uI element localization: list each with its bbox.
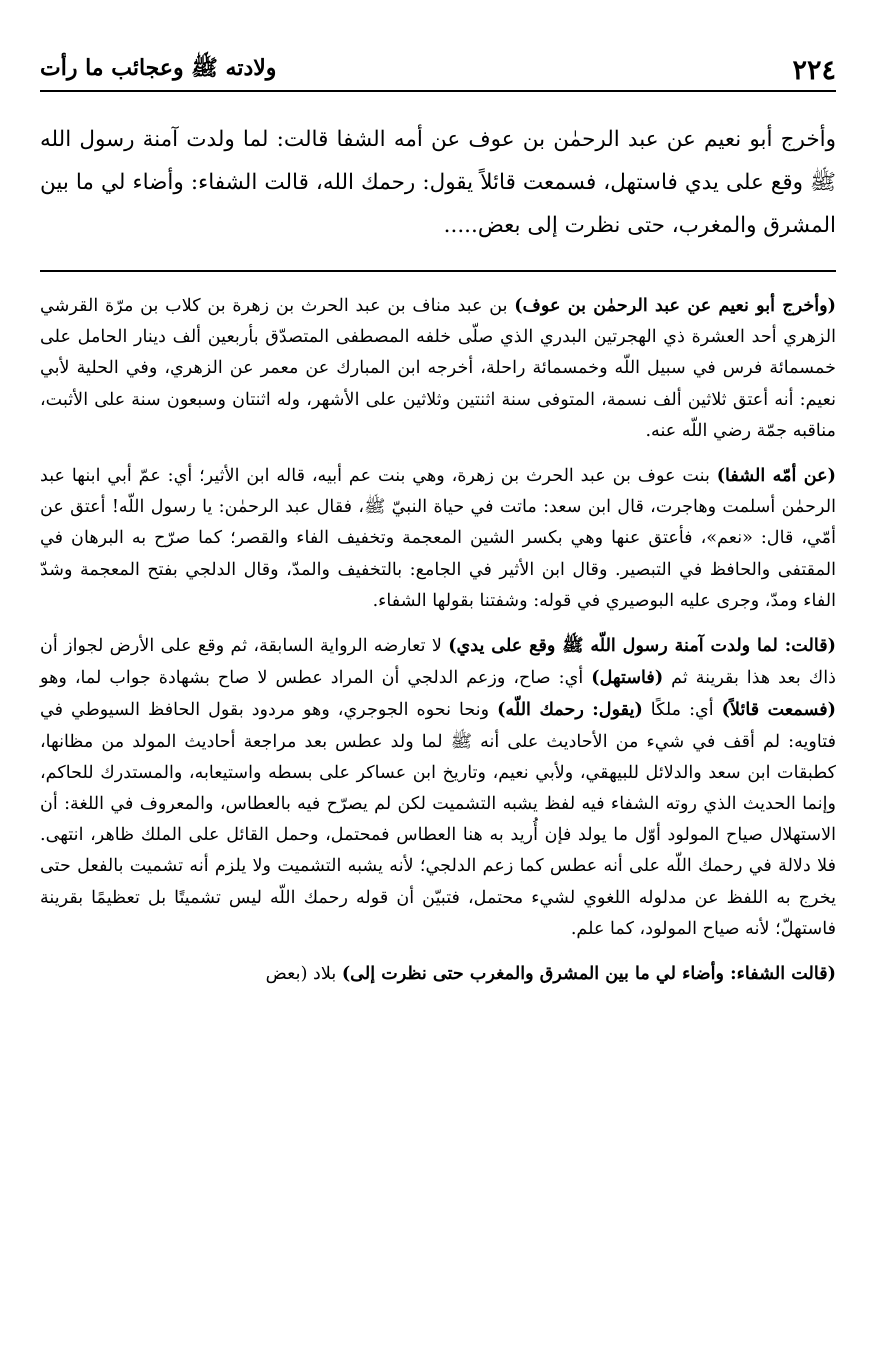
lemma: (وأخرج أبو نعيم عن عبد الرحمٰن بن عوف) xyxy=(514,295,836,316)
commentary xyxy=(40,290,836,1003)
lemma: (قالت الشفاء: وأضاء لي ما بين المشرق والمغرب حتى نظرت إلى) xyxy=(341,963,836,985)
page-header xyxy=(40,50,836,92)
commentary-text: بن عبد مناف بن عبد الحرث بن زهرة بن كلاب بن مرّة القرشي الزهري أحد العشرة ذي الهجرتين البدري الذي صلّى خلفه المصطفى المتصدّق بأربعين ألف دينار الحامل على خمسمائة فرس في سبيل اللّه وخمسمائة راحلة، أخرجه ابن المبارك عن معمر عن الزهري، وفي الحلية لأبي نعيم: أنه أعتق ثلاثين ألف نسمة، المتوفى سنة اثنتين وثلاثين على الأشهر، وله اثنتان وسبعون سنة على الأثبت، مناقبه جمّة رضي اللّه عنه. xyxy=(40,296,836,441)
book-page xyxy=(40,0,836,1360)
main-text: وأخرج أبو نعيم عن عبد الرحمٰن بن عوف عن أمه الشفا قالت: لما ولدت آمنة رسول الله ﷺ وقع على يدي فاستهل، فسمعت قائلاً يقول: رحمك الله، قالت الشفاء: وأضاء لي ما بين المشرق والمغرب، حتى نظرت إلى بعض..... xyxy=(40,127,837,238)
commentary-paragraph xyxy=(40,460,836,617)
lemma: (قالت: لما ولدت آمنة رسول اللّه ﷺ وقع على يدي) xyxy=(448,635,836,657)
commentary-paragraph xyxy=(40,290,836,447)
commentary-text: بلاد (بعض xyxy=(265,964,342,985)
commentary-paragraph xyxy=(40,958,836,990)
page-number: ٢٢٤ xyxy=(792,54,836,86)
quoted-term: (يقول: رحمك اللّه) xyxy=(497,699,643,721)
quoted-term: (فسمعت قائلاً) xyxy=(721,699,836,721)
lemma: (عن أمّه الشفا) xyxy=(716,465,836,487)
running-title: ولادته ﷺ وعجائب ما رأت xyxy=(40,55,277,81)
commentary-text: بنت عوف بن عبد الحرث بن زهرة، وهي بنت عم أبيه، قاله ابن الأثير؛ أي: عمّ أبي ابنها عبد الرحمٰن أسلمت وهاجرت، قال ابن سعد: ماتت في حياة النبيّ ﷺ، فقال عبد الرحمٰن: يا رسول اللّه! أعتق عن أمّي، قال: «نعم»، فأعتق عنها وهي بكسر الشين المعجمة وتخفيف الفاء والقصر؛ كما صرّح به البرهان في المقتفى والحافظ في التبصير. وقال ابن الأثير في الجامع: بالتخفيف والمدّ، وقال الدلجي بفتح المعجمة وشدّ الفاء ومدّ، وجرى عليه البوصيري في قوله: وشفتنا بقولها الشفاء. xyxy=(40,466,836,611)
commentary-text: أي: ملكًا xyxy=(642,700,722,721)
quoted-term: (فاستهل) xyxy=(591,667,664,689)
section-divider xyxy=(40,270,836,272)
commentary-text: أي: صاح، وزعم الدلجي أن المراد عطس لا صاح بشهادة جواب لما، وهو xyxy=(40,668,592,689)
commentary-text: ونحا نحوه الجوجري، وهو مردود بقول الحافظ السيوطي في فتاويه: لم أقف في شيء من الأحاديث على أنه ﷺ لما ولد عطس بعد مراجعة أحاديث المولد من مظانها، كطبقات ابن سعد والدلائل للبيهقي، ولأبي نعيم، وتاريخ ابن عساكر على بسطه واستيعابه، والمستدرك للحاكم، وإنما الحديث الذي روته الشفاء فيه لفظ يشبه التشميت لكن لم يصرّح فيه بالعطاس، والمعروف في اللغة: أن الاستهلال صياح المولود أوّل ما يولد فإن أُريد به هنا العطاس فمحتمل، وحمل القائل على الملك ظاهر، انتهى. فلا دلالة في رحمك اللّه على أنه عطس كما زعم الدلجي؛ لأنه يشبه التشميت ولا يلزم أنه تشميت بالفعل حتى يخرج به اللفظ عن مدلوله اللغوي لشيء محتمل، فتبيّن أن قوله رحمك اللّه ليس تشميتًا بل تعظيمًا بقرينة فاستهلّ؛ لأنه صياح المولود، كما علم. xyxy=(40,700,836,939)
commentary-text: لا تعارضه الرواية السابقة، ثم وقع على الأرض لجواز أن ذاك بعد هذا بقرينة ثم xyxy=(40,636,836,689)
commentary-paragraph xyxy=(40,630,836,945)
